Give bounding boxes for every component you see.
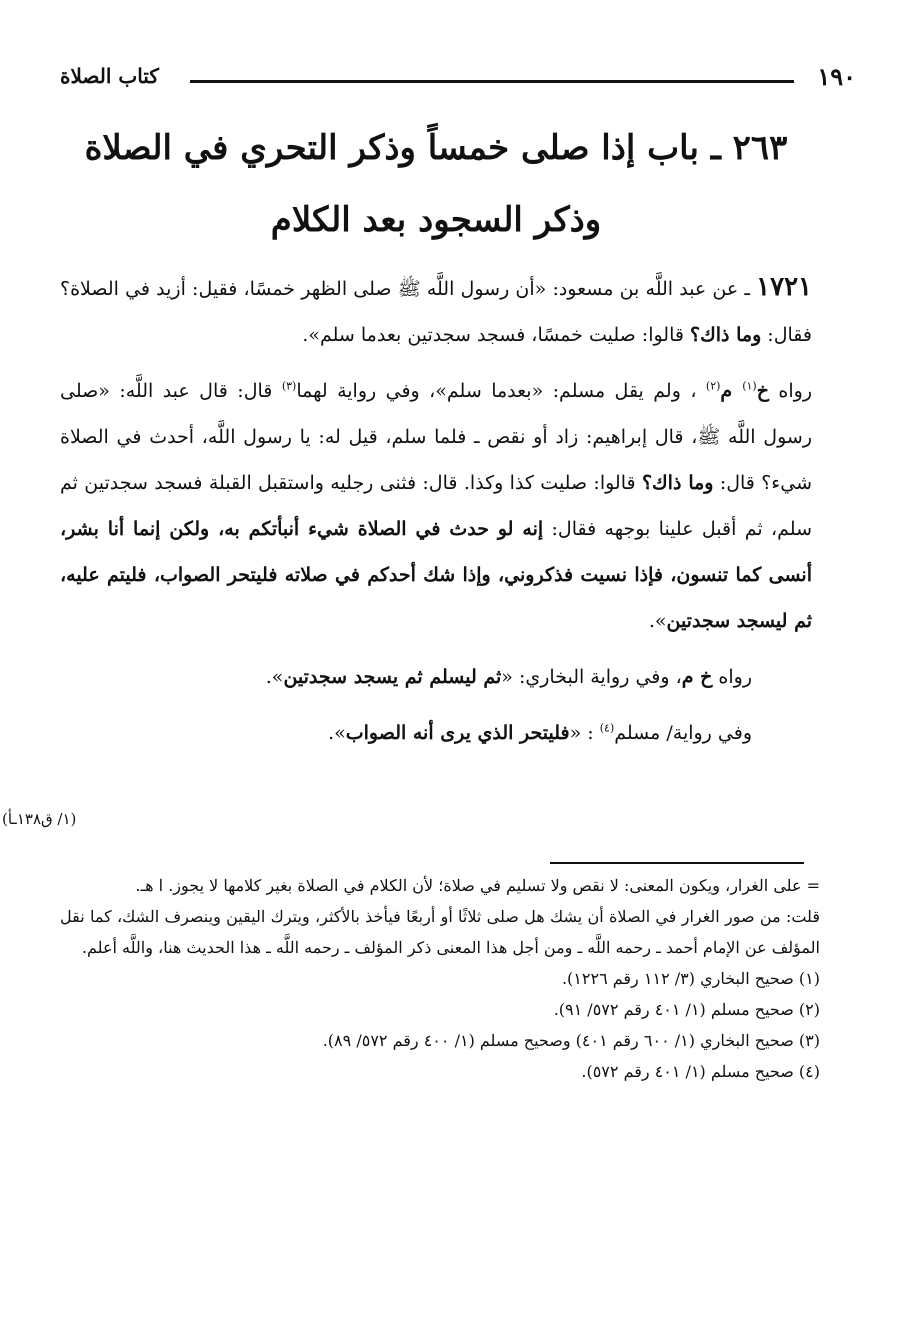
chapter-title-line-1: ٢٦٣ ـ باب إذا صلى خمساً وذكر التحري في الصلاة	[84, 128, 788, 168]
manuscript-margin-note: (١/ ق١٣٨ـأ)	[2, 810, 77, 828]
footnote-continuation: = على الغرار، ويكون المعنى: لا نقص ولا تسليم في صلاة؛ لأن الكلام في الصلاة بغير كلامها لا يجوز. ا هـ.	[135, 876, 820, 895]
footnote-note: قلت: من صور الغرار في الصلاة أن يشك هل صلى ثلاثًا أو أربعًا فيأخذ بالأكثر، ويترك اليقين وينصرف الشك، كما نقل المؤلف عن الإمام أحمد ـ رحمه اللَّه ـ ومن أجل هذا المعنى ذكر المؤلف ـ رحمه اللَّه ـ هذا الحديث هنا، واللَّه أعلم.	[60, 907, 820, 957]
hadith-number: ١٧٢١	[756, 272, 812, 302]
footnote-item-3: (٣) صحيح البخاري (١/ ٦٠٠ رقم ٤٠١) وصحيح مسلم (١/ ٤٠٠ رقم ٥٧٢/ ٨٩).	[322, 1031, 820, 1050]
chapter-heading	[60, 112, 812, 256]
page-header	[60, 62, 856, 94]
hadith-paragraph-3: رواه خ م، وفي رواية البخاري: «ثم ليسلم ثم يسجد سجدتين».	[265, 666, 752, 688]
footnote-rule	[550, 862, 804, 864]
chapter-title-line-2: وذكر السجود بعد الكلام	[270, 200, 602, 240]
footnote-ref-1: (١)	[742, 379, 757, 393]
footnote-item-2: (٢) صحيح مسلم (١/ ٤٠١ رقم ٥٧٢/ ٩١).	[553, 1000, 820, 1019]
hadith-paragraph-4: وفي رواية/ مسلم$^{(٤)}$ : «فليتحر الذي يرى أنه الصواب».	[328, 721, 752, 744]
hadith-body	[60, 264, 812, 766]
footnote-ref-3: (٣)	[281, 379, 297, 393]
running-title: كتاب الصلاة	[60, 64, 159, 88]
hadith-paragraph-1: ١٧٢١ ـ عن عبد اللَّه بن مسعود: «أن رسول اللَّه ﷺ صلى الظهر خمسًا، فقيل: أزيد في الصلاة؟ فقال: وما ذاك؟ قالوا: صليت خمسًا، فسجد سجدتين بعدما سلم».	[60, 272, 812, 346]
footnote-ref-4: (٤)	[599, 721, 615, 735]
header-rule	[190, 80, 794, 83]
footnote-item-4: (٤) صحيح مسلم (١/ ٤٠١ رقم ٥٧٢).	[581, 1062, 820, 1081]
footnotes	[60, 870, 820, 1087]
footnote-ref-2: (٢)	[705, 379, 721, 393]
page-number: ١٩٠	[817, 62, 856, 91]
footnote-item-1: (١) صحيح البخاري (٣/ ١١٢ رقم ١٢٢٦).	[561, 969, 820, 988]
hadith-paragraph-2: رواه خ$^{(١)}$ م$^{(٢)}$ ، ولم يقل مسلم: «بعدما سلم»، وفي رواية لهما$^{(٣)}$ قال: قال عبد اللَّه: «صلى رسول اللَّه ﷺ، قال إبراهيم: زاد أو نقص ـ فلما سلم، قيل له: يا رسول اللَّه، أحدث في الصلاة شيء؟ قال: وما ذاك؟ قالوا: صليت كذا وكذا. قال: فثنى رجليه واستقبل القبلة فسجد سجدتين ثم سلم، ثم أقبل علينا بوجهه فقال: إنه لو حدث في الصلاة شيء أنبأتكم به، ولكن إنما أنا بشر، أنسى كما تنسون، فإذا نسيت فذكروني، وإذا شك أحدكم في صلاته فليتحر الصواب، فليتم عليه، ثم ليسجد سجدتين».	[60, 379, 813, 632]
